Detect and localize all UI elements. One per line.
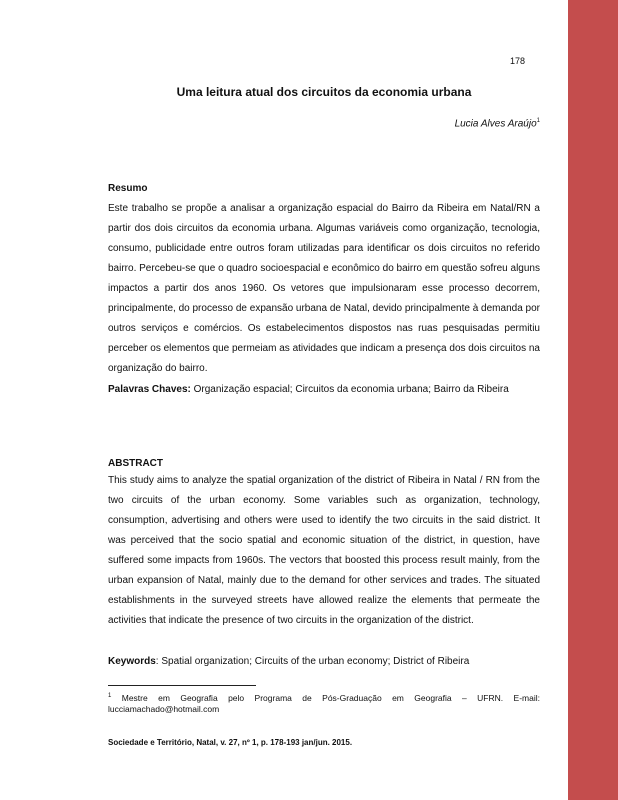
article-title: Uma leitura atual dos circuitos da economia urbana	[176, 85, 472, 99]
decorative-side-bar	[568, 0, 618, 800]
author-line	[108, 118, 540, 129]
keywords-label: Keywords	[108, 656, 156, 667]
resumo-heading: Resumo	[108, 183, 148, 194]
footnote-marker: 1	[108, 693, 112, 699]
journal-footer: Sociedade e Território, Natal, v. 27, nº 1, p. 178-193 jan/jun. 2015.	[108, 738, 353, 747]
palavras-chaves-label: Palavras Chaves:	[108, 384, 191, 395]
palavras-chaves-line	[108, 383, 540, 397]
keywords-line	[108, 655, 540, 669]
footnote-divider	[108, 685, 256, 686]
resumo-text: Este trabalho se propõe a analisar a organização espacial do Bairro da Ribeira em Natal/RN a partir dos dois circuitos da economia urbana. Algumas variáveis como organização, tecnologia, consumo, publicidade entre outros foram utilizadas para identificar os dois circuitos no referido bairro. Percebeu-se que o quadro socioespacial e econômico do bairro em questão sofreu alguns impactos a partir dos anos 1960. Os vetores que impulsionaram esse processo decorrem, principalmente, do processo de expansão urbana de Natal, devido principalmente à demanda por outros serviços e comércios. Os estabelecimentos dispostos nas ruas pesquisadas permitiu perceber os elementos que permeiam as atividades que indicam a presença dos dois circuitos na organização do bairro.	[108, 203, 540, 374]
page-number: 178	[510, 56, 526, 66]
author-name: Lucia Alves Araújo	[454, 118, 537, 130]
footnote	[108, 691, 540, 715]
abstract-text: This study aims to analyze the spatial organization of the district of Ribeira in Natal / RN from the two circuits of the urban economy. Some variables such as organization, technology, consumption, advertising and others were used to identify the two circuits in the said district. It was perceived that the socio spatial and economic situation of the district, in question, have suffered some impacts from 1960s. The vectors that boosted this process result mainly, from the urban expansion of Natal, mainly due to the demand for other services and trades. The situated establishments in the surveyed streets have allowed realize the elements that permeate the activities that indicate the presence of two circuits in the organization of the district.	[108, 475, 540, 626]
abstract-heading: ABSTRACT	[108, 458, 163, 469]
keywords-text: : Spatial organization; Circuits of the urban economy; District of Ribeira	[155, 656, 470, 667]
author-footnote-marker: 1	[536, 118, 540, 124]
palavras-chaves-text: Organização espacial; Circuitos da economia urbana; Bairro da Ribeira	[190, 384, 509, 395]
footnote-text: Mestre em Geografia pelo Programa de Pós-Graduação em Geografia – UFRN. E-mail: lucciamachado@hotmail.com	[108, 692, 540, 714]
